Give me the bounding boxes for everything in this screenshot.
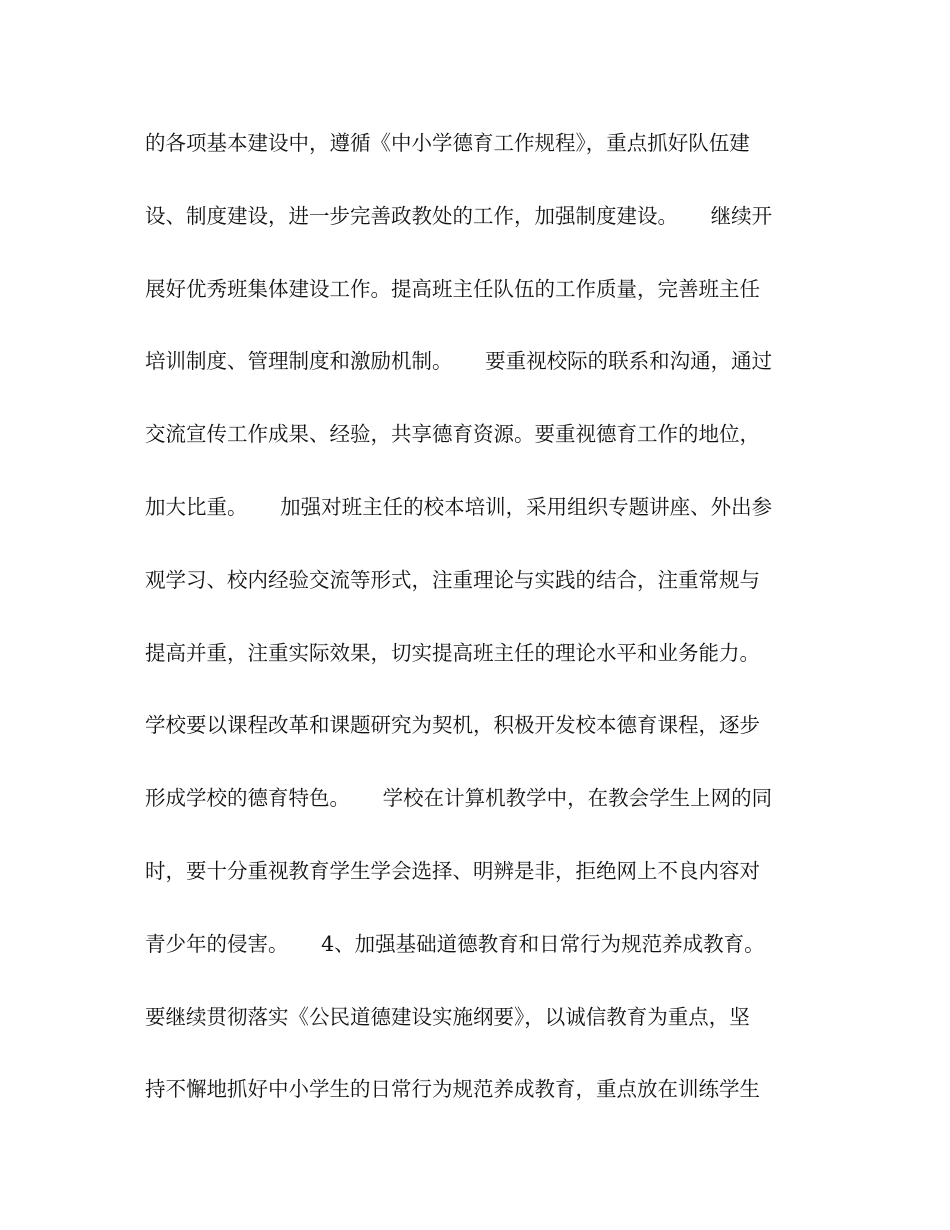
text-line: 时，要十分重视教育学生学会选择、明辨是非，拒绝网上不良内容对 [145, 858, 760, 883]
text-line: 青少年的侵害。 4、加强基础道德教育和日常行为规范养成教育。 [145, 931, 765, 956]
text-line: 要继续贯彻落实《公民道德建设实施纲要》，以诚信教育为重点，坚 [145, 1004, 750, 1029]
text-line: 提高并重，注重实际效果，切实提高班主任的理论水平和业务能力。 [145, 640, 760, 665]
text-line: 展好优秀班集体建设工作。提高班主任队伍的工作质量，完善班主任 [145, 276, 760, 301]
text-line: 形成学校的德育特色。 学校在计算机教学中，在教会学生上网的同 [145, 786, 773, 811]
text-line: 培训制度、管理制度和激励机制。 要重视校际的联系和沟通，通过 [145, 349, 773, 374]
text-line: 的各项基本建设中，遵循《中小学德育工作规程》，重点抓好队伍建 [145, 131, 750, 155]
text-line: 学校要以课程改革和课题研究为契机，积极开发校本德育课程，逐步 [145, 713, 760, 738]
text-line: 持不懈地抓好中小学生的日常行为规范养成教育，重点放在训练学生 [145, 1077, 760, 1102]
text-line: 交流宣传工作成果、经验，共享德育资源。要重视德育工作的地位， [145, 422, 760, 447]
body-text [145, 120, 815, 1139]
text-line: 设、制度建设，进一步完善政教处的工作，加强制度建设。 继续开 [145, 203, 773, 228]
text-line: 观学习、校内经验交流等形式，注重理论与实践的结合，注重常规与 [145, 567, 760, 592]
text-line: 加大比重。 加强对班主任的校本培训，采用组织专题讲座、外出参 [145, 494, 773, 519]
